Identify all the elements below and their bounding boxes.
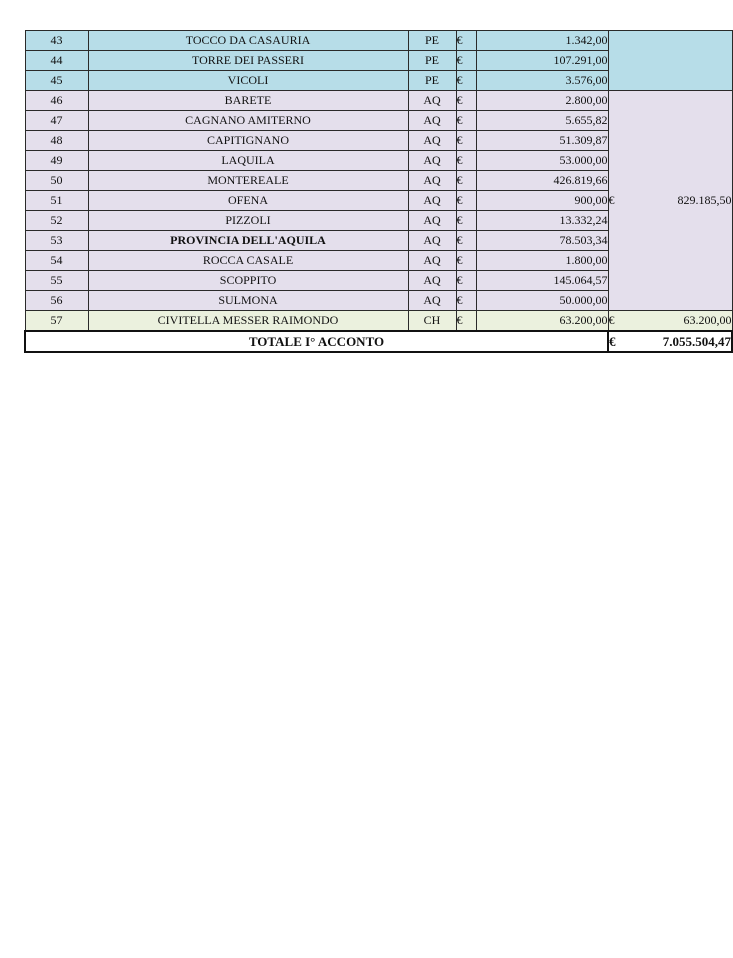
- total-amount: 7.055.504,47: [628, 331, 732, 352]
- row-number: 46: [25, 91, 88, 111]
- amount: 50.000,00: [476, 291, 608, 311]
- municipality-name: CAGNANO AMITERNO: [88, 111, 408, 131]
- amount: 5.655,82: [476, 111, 608, 131]
- amount: 63.200,00: [476, 311, 608, 332]
- row-number: 47: [25, 111, 88, 131]
- row-number: 43: [25, 31, 88, 51]
- municipality-name: VICOLI: [88, 71, 408, 91]
- province-code: AQ: [408, 211, 456, 231]
- row-number: 51: [25, 191, 88, 211]
- municipality-name: TORRE DEI PASSERI: [88, 51, 408, 71]
- row-number: 49: [25, 151, 88, 171]
- currency-symbol: €: [456, 51, 476, 71]
- province-code: PE: [408, 31, 456, 51]
- row-number: 56: [25, 291, 88, 311]
- currency-symbol: €: [456, 311, 476, 332]
- municipality-name: PROVINCIA DELL'AQUILA: [88, 231, 408, 251]
- group-total-pe: [608, 31, 732, 91]
- amount: 13.332,24: [476, 211, 608, 231]
- row-number: 55: [25, 271, 88, 291]
- currency-symbol: €: [456, 171, 476, 191]
- group-total-aq: 829.185,50: [628, 91, 732, 311]
- amount: 2.800,00: [476, 91, 608, 111]
- amount: 3.576,00: [476, 71, 608, 91]
- currency-symbol: €: [456, 291, 476, 311]
- total-currency: €: [608, 331, 628, 352]
- amount: 145.064,57: [476, 271, 608, 291]
- amount: 53.000,00: [476, 151, 608, 171]
- currency-symbol: €: [456, 71, 476, 91]
- currency-symbol: €: [456, 131, 476, 151]
- amount: 426.819,66: [476, 171, 608, 191]
- row-number: 54: [25, 251, 88, 271]
- municipality-name: LAQUILA: [88, 151, 408, 171]
- province-code: AQ: [408, 191, 456, 211]
- currency-symbol: €: [456, 211, 476, 231]
- currency-symbol: €: [456, 251, 476, 271]
- province-code: AQ: [408, 111, 456, 131]
- row-number: 45: [25, 71, 88, 91]
- municipality-name: CAPITIGNANO: [88, 131, 408, 151]
- province-code: PE: [408, 71, 456, 91]
- group-currency-aq: €: [608, 91, 628, 311]
- municipality-name: ROCCA CASALE: [88, 251, 408, 271]
- province-code: AQ: [408, 271, 456, 291]
- province-code: CH: [408, 311, 456, 332]
- province-code: AQ: [408, 151, 456, 171]
- row-number: 52: [25, 211, 88, 231]
- currency-symbol: €: [456, 151, 476, 171]
- total-row: [25, 331, 732, 352]
- group-total-ch: 63.200,00: [628, 311, 732, 332]
- province-code: AQ: [408, 251, 456, 271]
- table-row: [25, 31, 732, 51]
- total-label: TOTALE I° ACCONTO: [25, 331, 608, 352]
- group-currency-ch: €: [608, 311, 628, 332]
- table-row: [25, 91, 732, 111]
- currency-symbol: €: [456, 91, 476, 111]
- municipality-name: PIZZOLI: [88, 211, 408, 231]
- amount: 51.309,87: [476, 131, 608, 151]
- municipality-name: CIVITELLA MESSER RAIMONDO: [88, 311, 408, 332]
- amount: 78.503,34: [476, 231, 608, 251]
- amount: 1.342,00: [476, 31, 608, 51]
- amount: 1.800,00: [476, 251, 608, 271]
- row-number: 48: [25, 131, 88, 151]
- row-number: 44: [25, 51, 88, 71]
- municipality-name: OFENA: [88, 191, 408, 211]
- currency-symbol: €: [456, 191, 476, 211]
- amount: 107.291,00: [476, 51, 608, 71]
- municipality-name: SULMONA: [88, 291, 408, 311]
- municipality-name: TOCCO DA CASAURIA: [88, 31, 408, 51]
- province-code: PE: [408, 51, 456, 71]
- municipality-name: BARETE: [88, 91, 408, 111]
- province-code: AQ: [408, 91, 456, 111]
- amount: 900,00: [476, 191, 608, 211]
- province-code: AQ: [408, 171, 456, 191]
- currency-symbol: €: [456, 111, 476, 131]
- currency-symbol: €: [456, 271, 476, 291]
- row-number: 57: [25, 311, 88, 332]
- province-code: AQ: [408, 131, 456, 151]
- municipality-name: MONTEREALE: [88, 171, 408, 191]
- row-number: 50: [25, 171, 88, 191]
- province-code: AQ: [408, 231, 456, 251]
- municipality-table: [24, 30, 733, 353]
- province-code: AQ: [408, 291, 456, 311]
- table-row: [25, 311, 732, 332]
- currency-symbol: €: [456, 31, 476, 51]
- currency-symbol: €: [456, 231, 476, 251]
- municipality-name: SCOPPITO: [88, 271, 408, 291]
- row-number: 53: [25, 231, 88, 251]
